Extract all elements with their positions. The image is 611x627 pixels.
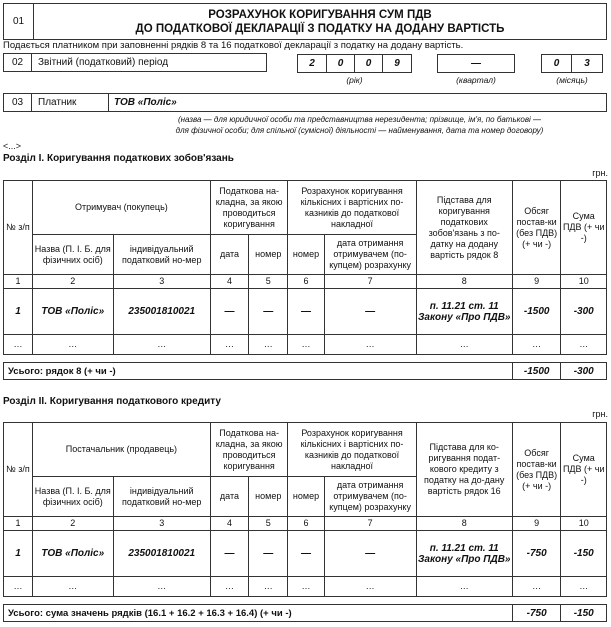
dots-cell: …: [416, 577, 512, 597]
dots-cell: …: [288, 577, 324, 597]
row-basis[interactable]: п. 11.21 ст. 11 Закону «Про ПДВ»: [416, 289, 512, 335]
col-number: 1: [4, 517, 33, 531]
quarter-field[interactable]: [437, 54, 515, 73]
payer-hint-line2: для фізичної особи; для спільної (сумісної) діяльності — найменування, дата та номер договору): [175, 126, 544, 135]
col-invoice-header: Податкова на-кладна, за якою проводиться коригування: [210, 423, 288, 477]
col-number: 6: [288, 517, 324, 531]
period-row: [3, 53, 267, 72]
col-number-header: номер: [249, 477, 288, 517]
col-vat-header: Сума ПДВ (+ чи -): [561, 423, 607, 517]
col-date-header: дата: [210, 477, 248, 517]
dots-cell: …: [4, 335, 33, 355]
dots-cell: …: [32, 335, 113, 355]
payer-number: 03: [4, 94, 32, 111]
col-number: 10: [561, 275, 607, 289]
year-digit: 2: [298, 55, 327, 72]
col-number: 8: [416, 275, 512, 289]
col-basis-header: Підстава для коригування податкових зобов'язань з по-датку на додану вартість рядок 8: [416, 181, 512, 275]
row-num[interactable]: 1: [4, 289, 33, 335]
row-num[interactable]: 1: [4, 531, 33, 577]
col-number-header: номер: [249, 235, 288, 275]
spacer: [4, 355, 607, 363]
dots-cell: …: [249, 577, 288, 597]
quarter-caption: (квартал): [456, 75, 496, 85]
row-calc-date[interactable]: —: [324, 289, 416, 335]
payer-hint: [112, 114, 607, 136]
total-volume[interactable]: -1500: [512, 363, 561, 380]
col-tin-header: індивідуальний податковий но-мер: [113, 235, 210, 275]
section1-title: Розділ І. Коригування податкових зобов'язань: [3, 153, 234, 164]
col-tin-header: індивідуальний податковий но-мер: [113, 477, 210, 517]
col-vat-header: Сума ПДВ (+ чи -): [561, 181, 607, 275]
col-num-header: № з/п: [4, 181, 33, 275]
col-date-header: дата: [210, 235, 248, 275]
col-number: 5: [249, 275, 288, 289]
total-row: [4, 363, 607, 380]
col-number: 2: [32, 275, 113, 289]
year-digit: 9: [394, 58, 400, 69]
col-number: 4: [210, 275, 248, 289]
col-party-header: Постачальник (продавець): [32, 423, 210, 477]
row-number[interactable]: —: [249, 531, 288, 577]
period-number: 02: [4, 54, 32, 71]
col-number: 9: [512, 275, 561, 289]
col-volume-header: Обсяг постав-ки (без ПДВ) (+ чи -): [512, 181, 561, 275]
table-row: [4, 577, 607, 597]
form-title: [34, 4, 606, 39]
row-volume[interactable]: -750: [512, 531, 561, 577]
header-number: 01: [4, 4, 34, 39]
month-field[interactable]: [541, 54, 603, 73]
dots-cell: …: [4, 577, 33, 597]
col-calc-date-header: дата отримання отримувачем (по-купцем) розрахунку: [324, 477, 416, 517]
section1-unit: грн.: [592, 168, 608, 178]
payer-label: Платник: [34, 94, 109, 111]
col-name-header: Назва (П. І. Б. для фізичних осіб): [32, 235, 113, 275]
col-volume-header: Обсяг постав-ки (без ПДВ) (+ чи -): [512, 423, 561, 517]
col-number: 2: [32, 517, 113, 531]
row-vat[interactable]: -300: [561, 289, 607, 335]
payer-hint-line1: (назва — для юридичної особи та представництва нерезидента; прізвище, ім'я, по батькові —: [177, 115, 542, 124]
col-basis-header: Підстава для ко-ригування подат-кового кредиту з податку на до-дану вартість рядок 16: [416, 423, 512, 517]
form-title-line1: РОЗРАХУНОК КОРИГУВАННЯ СУМ ПДВ: [208, 8, 432, 21]
table-row: [4, 335, 607, 355]
col-number: 5: [249, 517, 288, 531]
col-number: 1: [4, 275, 33, 289]
col-calc-header: Розрахунок коригування кількісних і вартісних по-казників до податкової накладної: [288, 423, 416, 477]
year-caption: (рік): [346, 75, 363, 85]
col-calc-header: Розрахунок коригування кількісних і вартісних по-казників до податкової накладної: [288, 181, 416, 235]
col-name-header: Назва (П. І. Б. для фізичних осіб): [32, 477, 113, 517]
col-number: 9: [512, 517, 561, 531]
dots-cell: …: [561, 577, 607, 597]
dots-cell: …: [113, 577, 210, 597]
col-calc-number-header: номер: [288, 235, 324, 275]
col-number: 7: [324, 517, 416, 531]
col-number: 3: [113, 275, 210, 289]
row-vat[interactable]: -150: [561, 531, 607, 577]
row-volume[interactable]: -1500: [512, 289, 561, 335]
section2-table: [3, 422, 607, 622]
dots-cell: …: [324, 577, 416, 597]
ellipsis: <...>: [3, 141, 22, 151]
dots-cell: …: [416, 335, 512, 355]
col-number: 6: [288, 275, 324, 289]
table-row: [4, 531, 607, 577]
row-calc-number[interactable]: —: [288, 289, 324, 335]
col-party-header: Отримувач (покупець): [32, 181, 210, 235]
spacer: [4, 597, 607, 605]
submission-note: Подається платником при заповненні рядків 8 та 16 податкової декларації з податку на додану вартість.: [3, 40, 464, 51]
dots-cell: …: [324, 335, 416, 355]
row-tin[interactable]: 235001810021: [113, 289, 210, 335]
year-digit: 0: [355, 55, 383, 72]
form-header: [3, 3, 607, 40]
form-title-line2: ДО ПОДАТКОВОЇ ДЕКЛАРАЦІЇ З ПОДАТКУ НА ДОДАНУ ВАРТІСТЬ: [135, 22, 505, 35]
col-invoice-header: Податкова на-кладна, за якою проводиться коригування: [210, 181, 288, 235]
col-number: 8: [416, 517, 512, 531]
dots-cell: …: [561, 335, 607, 355]
year-field[interactable]: [297, 54, 412, 73]
quarter-value: —: [471, 58, 481, 69]
dots-cell: …: [32, 577, 113, 597]
row-date[interactable]: —: [210, 289, 248, 335]
col-calc-number-header: номер: [288, 477, 324, 517]
year-digit: 0: [327, 55, 355, 72]
dots-cell: …: [113, 335, 210, 355]
payer-row: [3, 93, 607, 112]
col-number: 7: [324, 275, 416, 289]
col-calc-date-header: дата отримання отримувачем (по-купцем) розрахунку: [324, 235, 416, 275]
payer-name[interactable]: ТОВ «Поліс»: [114, 97, 177, 108]
dots-cell: …: [512, 335, 561, 355]
period-label: Звітний (податковий) період: [38, 57, 169, 68]
total-vat[interactable]: -150: [561, 605, 607, 622]
dots-cell: …: [288, 335, 324, 355]
section1-table: [3, 180, 607, 380]
row-tin[interactable]: 235001810021: [113, 531, 210, 577]
row-calc-date[interactable]: —: [324, 531, 416, 577]
col-number: 10: [561, 517, 607, 531]
col-num-header: № з/п: [4, 423, 33, 517]
total-row: [4, 605, 607, 622]
section2-title: Розділ ІІ. Коригування податкового кредиту: [3, 396, 221, 407]
total-label: Усього: сума значень рядків (16.1 + 16.2 + 16.3 + 16.4) (+ чи -): [4, 605, 513, 622]
total-label: Усього: рядок 8 (+ чи -): [4, 363, 513, 380]
total-vat[interactable]: -300: [561, 363, 607, 380]
month-caption: (місяць): [556, 75, 588, 85]
dots-cell: …: [512, 577, 561, 597]
table-row: [4, 289, 607, 335]
row-name[interactable]: ТОВ «Поліс»: [32, 531, 113, 577]
row-date[interactable]: —: [210, 531, 248, 577]
row-number[interactable]: —: [249, 289, 288, 335]
section2-unit: грн.: [592, 409, 608, 419]
row-calc-number[interactable]: —: [288, 531, 324, 577]
month-digit: 3: [584, 58, 590, 69]
total-volume[interactable]: -750: [512, 605, 561, 622]
row-basis[interactable]: п. 11.21 ст. 11 Закону «Про ПДВ»: [416, 531, 512, 577]
dots-cell: …: [210, 577, 248, 597]
row-name[interactable]: ТОВ «Поліс»: [32, 289, 113, 335]
col-number: 3: [113, 517, 210, 531]
dots-cell: …: [249, 335, 288, 355]
col-number: 4: [210, 517, 248, 531]
dots-cell: …: [210, 335, 248, 355]
month-digit: 0: [542, 55, 572, 72]
